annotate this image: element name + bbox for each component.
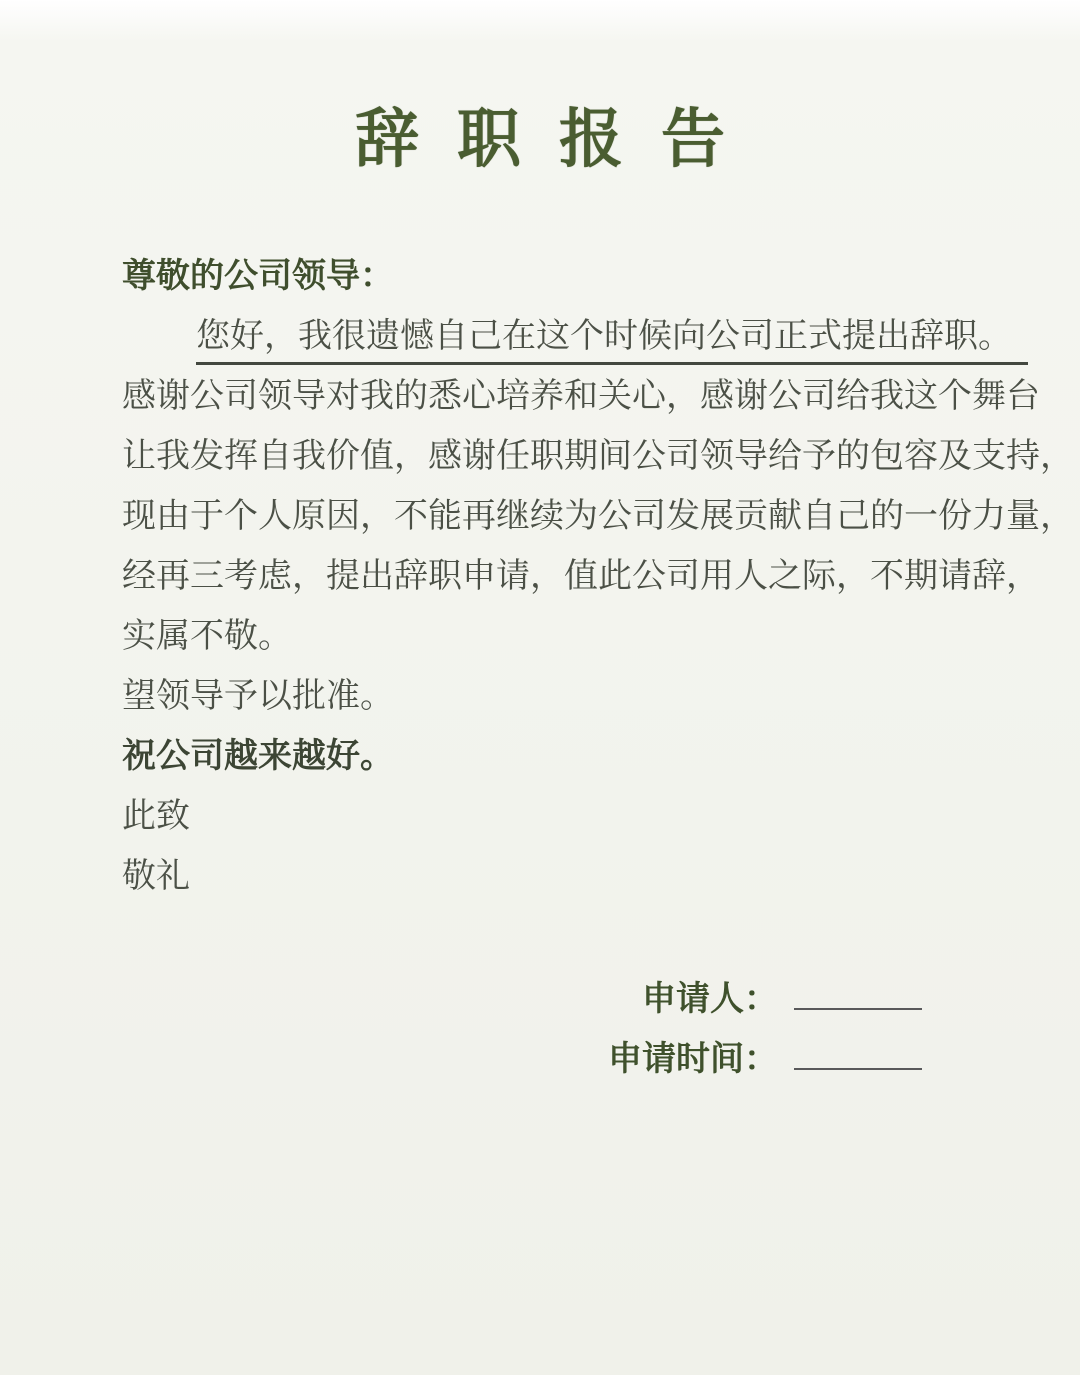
paragraph-line-3: 让我发挥自我价值，感谢任职期间公司领导给予的包容及支持，: [122, 437, 1074, 476]
applicant-row: [608, 968, 922, 1028]
application-date-blank-line: [794, 1028, 922, 1070]
approval-request-line: 望领导予以批准。: [122, 677, 394, 716]
paragraph-line-5: 经再三考虑，提出辞职申请，值此公司用人之际，不期请辞，: [122, 557, 1040, 596]
page-title: 辞职报告: [355, 103, 763, 175]
salutation: 尊敬的公司领导：: [122, 257, 394, 296]
applicant-label: 申请人：: [642, 980, 778, 1018]
application-date-label: 申请时间：: [608, 1040, 778, 1078]
closing-cizhi: 此致: [122, 797, 190, 836]
signature-block: [608, 968, 922, 1088]
paragraph-line-4: 现由于个人原因，不能再继续为公司发展贡献自己的一份力量，: [122, 497, 1074, 536]
paragraph-line-1: [122, 306, 1012, 366]
applicant-blank-line: [794, 968, 922, 1010]
letter-body: [122, 246, 1074, 906]
underlined-opening-sentence: 您好，我很遗憾自己在这个时候向公司正式提出辞职。: [196, 317, 1028, 365]
paragraph-line-6: 实属不敬。: [122, 617, 292, 656]
application-date-row: [608, 1028, 922, 1088]
wish-line: 祝公司越来越好。: [122, 737, 394, 776]
closing-jingli: 敬礼: [122, 857, 190, 896]
paragraph-line-2: 感谢公司领导对我的悉心培养和关心，感谢公司给我这个舞台: [122, 377, 1040, 416]
